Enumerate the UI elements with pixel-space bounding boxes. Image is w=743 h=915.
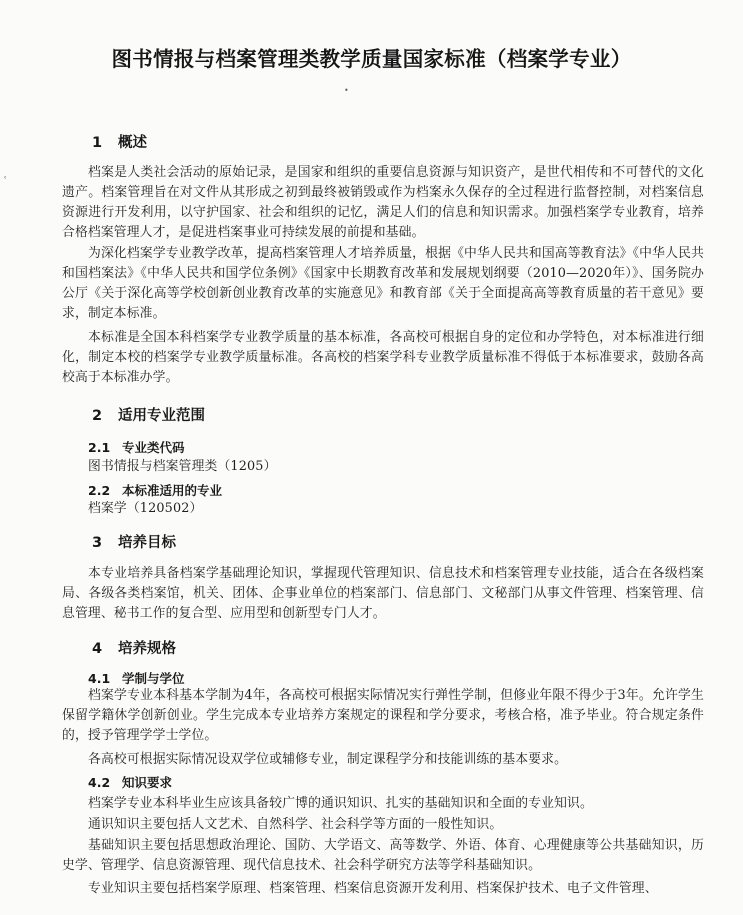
section-title: 培养目标 [118, 535, 176, 551]
paragraph: 基础知识主要包括思想政治理论、国防、大学语文、高等数学、外语、体育、心理健康等公共基础知识，历史学、管理学、信息资源管理、现代信息技术、社会科学研究方法等学科基础知识。 [62, 838, 704, 873]
paragraph: 本标准是全国本科档案学专业教学质量的基本标准，各高校可根据自身的定位和办学特色，对本标准进行细化，制定本校的档案学专业教学质量标准。各高校的档案学科专业教学质量标准不得低于本标准要求，鼓励各高校高于本标准办学。 [62, 330, 704, 385]
scan-artifact-dot: • [344, 86, 349, 95]
text-line: 档案学（120502） [88, 501, 203, 516]
section-2-heading [92, 404, 205, 425]
paragraph: 本专业培养具备档案学基础理论知识，掌握现代管理知识、信息技术和档案管理专业技能，适合在各级档案局、各级各类档案馆，机关、团体、企事业单位的档案部门、信息部门、文秘部门从事文件管理、档案管理、信息管理、秘书工作的复合型、应用型和创新型专门人才。 [62, 566, 704, 621]
text-line: 专业知识主要包括档案学原理、档案管理、档案信息资源开发利用、档案保护技术、电子文件管理、 [88, 881, 658, 896]
text-line: 通识知识主要包括人文艺术、自然科学、社会科学等方面的一般性知识。 [88, 817, 503, 832]
subsection-4-2-heading [88, 773, 172, 791]
subsection-2-1-heading [88, 438, 185, 456]
text-line: 各高校可根据实际情况设双学位或辅修专业，制定课程学分和技能训练的基本要求。 [88, 752, 568, 767]
subsection-2-2-heading [88, 481, 222, 499]
subsection-number: 2.1 [88, 440, 111, 455]
subsection-number: 4.1 [88, 671, 111, 686]
subsection-title: 学制与学位 [122, 671, 185, 686]
subsection-number: 2.2 [88, 483, 111, 498]
text-line: 档案学专业本科毕业生应该具备较广博的通识知识、扎实的基础知识和全面的专业知识。 [88, 796, 593, 811]
subsection-title: 专业类代码 [122, 440, 185, 455]
margin-mark: ʿ [4, 176, 7, 186]
section-1-heading [92, 131, 147, 152]
paragraph: 档案是人类社会活动的原始记录，是国家和组织的重要信息资源与知识资产，是世代相传和不可替代的文化遗产。档案管理旨在对文件从其形成之初到最终被销毁或作为档案永久保存的全过程进行监督控制，对档案信息资源进行开发利用，以守护国家、社会和组织的记忆，满足人们的信息和知识需求。加强档案学专业教育，培养合格档案管理人才，是促进档案事业可持续发展的前提和基础。 [62, 165, 704, 240]
section-number: 3 [92, 535, 103, 551]
section-title: 概述 [118, 135, 147, 151]
section-title: 培养规格 [118, 641, 176, 657]
subsection-title: 知识要求 [122, 775, 173, 790]
section-4-heading [92, 637, 176, 658]
section-number: 2 [92, 408, 103, 424]
document-title: 图书情报与档案管理类教学质量国家标准（档案学专业） [111, 47, 632, 71]
paragraph: 档案学专业本科基本学制为4年，各高校可根据实际情况实行弹性学制，但修业年限不得少于3年。允许学生保留学籍休学创新创业。学生完成本专业培养方案规定的课程和学分要求，考核合格，准予毕业。符合规定条件的，授予管理学学士学位。 [62, 688, 704, 743]
paragraph: 为深化档案学专业教学改革，提高档案管理人才培养质量，根据《中华人民共和国高等教育法》《中华人民共和国档案法》《中华人民共和国学位条例》《国家中长期教育改革和发展规划纲要（2010—2020年）》、国务院办公厅《关于深化高等学校创新创业教育改革的实施意见》和教育部《关于全面提高高等教育质量的若干意见》要求，制定本标准。 [62, 246, 704, 321]
subsection-number: 4.2 [88, 775, 111, 790]
section-title: 适用专业范围 [118, 408, 205, 424]
subsection-title: 本标准适用的专业 [122, 483, 223, 498]
section-3-heading [92, 531, 176, 552]
section-number: 4 [92, 641, 103, 657]
section-number: 1 [92, 135, 103, 151]
subsection-4-1-heading [88, 669, 185, 687]
text-line: 图书情报与档案管理类（1205） [88, 459, 277, 474]
